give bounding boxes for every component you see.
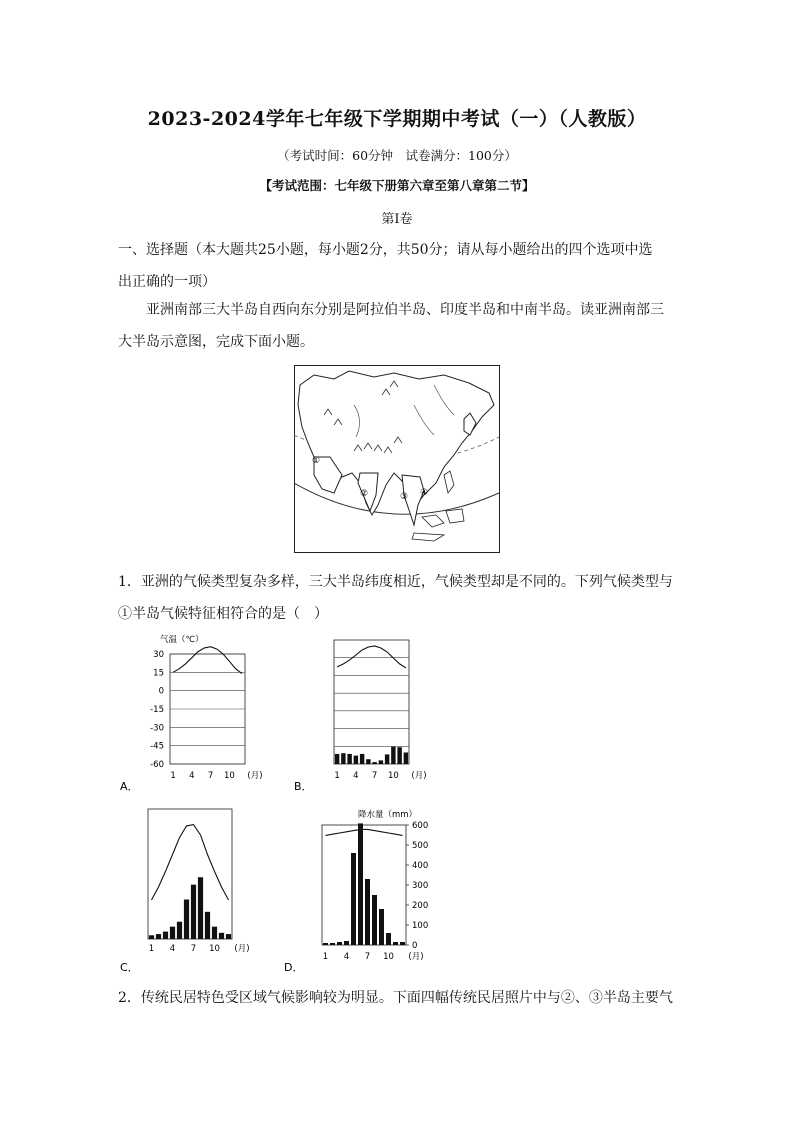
- precip-bar: [372, 762, 376, 764]
- month-tick-label: 7: [364, 952, 371, 962]
- chart-d-frame: [322, 825, 406, 945]
- precip-bar: [366, 759, 370, 764]
- exam-scope: 【考试范围：七年级下册第六章至第八章第二节】: [259, 178, 535, 193]
- month-tick-label: 4: [353, 771, 359, 781]
- intro-paragraph: [118, 294, 678, 358]
- month-tick-label: 7: [371, 771, 378, 781]
- y-tick-label: -15: [150, 705, 164, 715]
- chart-b-temp-line: [337, 646, 406, 668]
- precip-bar: [379, 909, 384, 945]
- chart-c-temp-line: [152, 825, 229, 900]
- option-c-label: C．: [120, 961, 139, 974]
- chart-c: [118, 805, 278, 977]
- marker-1: ①: [312, 456, 321, 466]
- y-tick-label: 0: [158, 686, 164, 697]
- precip-bar: [330, 943, 335, 945]
- month-tick-label: 10: [383, 952, 394, 962]
- precip-bar: [226, 934, 231, 939]
- precip-bar: [397, 747, 401, 764]
- precip-bar: [323, 943, 328, 945]
- option-b-label: B．: [294, 780, 313, 792]
- precip-bar: [347, 754, 351, 764]
- precip-bar: [391, 747, 395, 764]
- y-tick-label: 15: [153, 668, 164, 679]
- month-tick-label: 4: [169, 944, 176, 954]
- marker-4: ④: [420, 488, 429, 498]
- y-tick-label: -30: [150, 723, 164, 734]
- y-tick-label: 30: [153, 650, 164, 660]
- precip-bar: [337, 942, 342, 945]
- question-1: [118, 566, 678, 630]
- precip-bar: [360, 754, 364, 764]
- month-tick-label: 1: [148, 944, 155, 954]
- month-tick-label: 1: [334, 771, 340, 781]
- y-tick-label: 0: [412, 941, 418, 951]
- precip-bar: [170, 927, 175, 939]
- y-tick-label: 600: [412, 821, 429, 831]
- chart-b-frame: [334, 640, 409, 764]
- precip-bar: [365, 879, 370, 945]
- month-unit-label: (月): [247, 771, 263, 781]
- month-tick-label: 10: [387, 771, 399, 781]
- precip-bar: [335, 754, 339, 764]
- precip-bar: [163, 932, 168, 939]
- precip-bar: [354, 756, 358, 764]
- precip-bar: [198, 877, 203, 939]
- month-tick-label: 7: [207, 771, 214, 781]
- chart-a: [118, 630, 278, 792]
- chart-d: [284, 805, 464, 977]
- y-tick-label: -60: [150, 760, 164, 770]
- precip-bar: [404, 752, 408, 764]
- option-a-label: A．: [120, 780, 139, 792]
- month-tick-label: 1: [170, 771, 176, 781]
- month-tick-label: 4: [189, 771, 195, 781]
- precip-bar: [386, 933, 391, 945]
- month-tick-label: 1: [322, 952, 329, 962]
- month-unit-label: (月): [411, 771, 427, 781]
- chart-a-temp-line: [173, 647, 242, 674]
- month-tick-label: 10: [223, 771, 235, 781]
- precip-bar: [358, 823, 363, 945]
- precip-bar: [149, 935, 154, 939]
- option-d-label: D．: [284, 961, 304, 974]
- question-1-line2: ①半岛气候特征相符合的是（ ）: [118, 606, 328, 622]
- precip-bar: [351, 853, 356, 945]
- month-tick-label: 10: [209, 944, 220, 954]
- precip-bar: [379, 760, 383, 764]
- question-2: [118, 982, 678, 1014]
- month-tick-label: 4: [343, 952, 350, 962]
- month-unit-label: (月): [408, 952, 424, 962]
- marker-3: ③: [400, 492, 409, 502]
- precip-bar: [156, 934, 161, 939]
- section-heading: [118, 234, 678, 298]
- volume-label: 第Ⅰ卷: [381, 212, 413, 227]
- precip-bar: [205, 912, 210, 939]
- exam-title: 2023-2024学年七年级下学期期中考试（一）（人教版）: [147, 108, 647, 130]
- intro-line1: 亚洲南部三大半岛自西向东分别是阿拉伯半岛、印度半岛和中南半岛。读亚洲南部三: [146, 302, 664, 318]
- chart-d-ylabel: 降水量（mm）: [358, 810, 418, 820]
- precip-bar: [372, 895, 377, 945]
- section-heading-line1: 一、选择题（本大题共25小题，每小题2分，共50分；请从每小题给出的四个选项中选: [118, 242, 653, 258]
- asia-peninsulas-map: [294, 365, 500, 553]
- precip-bar: [341, 753, 345, 764]
- month-unit-label: (月): [234, 944, 250, 954]
- precip-bar: [191, 885, 196, 939]
- exam-time-info: （考试时间：60分钟 试卷满分：100分）: [277, 148, 517, 163]
- y-tick-label: 300: [412, 881, 429, 891]
- precip-bar: [344, 941, 349, 945]
- chart-d-temp-line: [326, 829, 403, 835]
- y-tick-label: 500: [412, 841, 429, 851]
- precip-bar: [177, 922, 182, 939]
- question-2-line1: 2．传统民居特色受区域气候影响较为明显。下面四幅传统民居照片中与②、③半岛主要气: [118, 990, 673, 1006]
- chart-b: [292, 630, 452, 792]
- precip-bar: [219, 933, 224, 939]
- section-heading-line2: 出正确的一项）: [118, 274, 216, 290]
- precip-bar: [184, 899, 189, 939]
- y-tick-label: 400: [412, 861, 429, 871]
- marker-2: ②: [360, 489, 369, 499]
- precip-bar: [385, 754, 389, 764]
- chart-a-ylabel: 气温（℃）: [160, 635, 204, 645]
- intro-line2: 大半岛示意图，完成下面小题。: [118, 334, 314, 350]
- precip-bar: [400, 942, 405, 945]
- y-tick-label: 200: [412, 901, 429, 911]
- month-tick-label: 7: [190, 944, 197, 954]
- precip-bar: [212, 927, 217, 939]
- y-tick-label: -45: [150, 741, 164, 752]
- precip-bar: [393, 942, 398, 945]
- y-tick-label: 100: [412, 921, 429, 931]
- question-1-line1: 1．亚洲的气候类型复杂多样，三大半岛纬度相近，气候类型却是不同的。下列气候类型与: [118, 574, 673, 590]
- chart-c-frame: [148, 809, 232, 939]
